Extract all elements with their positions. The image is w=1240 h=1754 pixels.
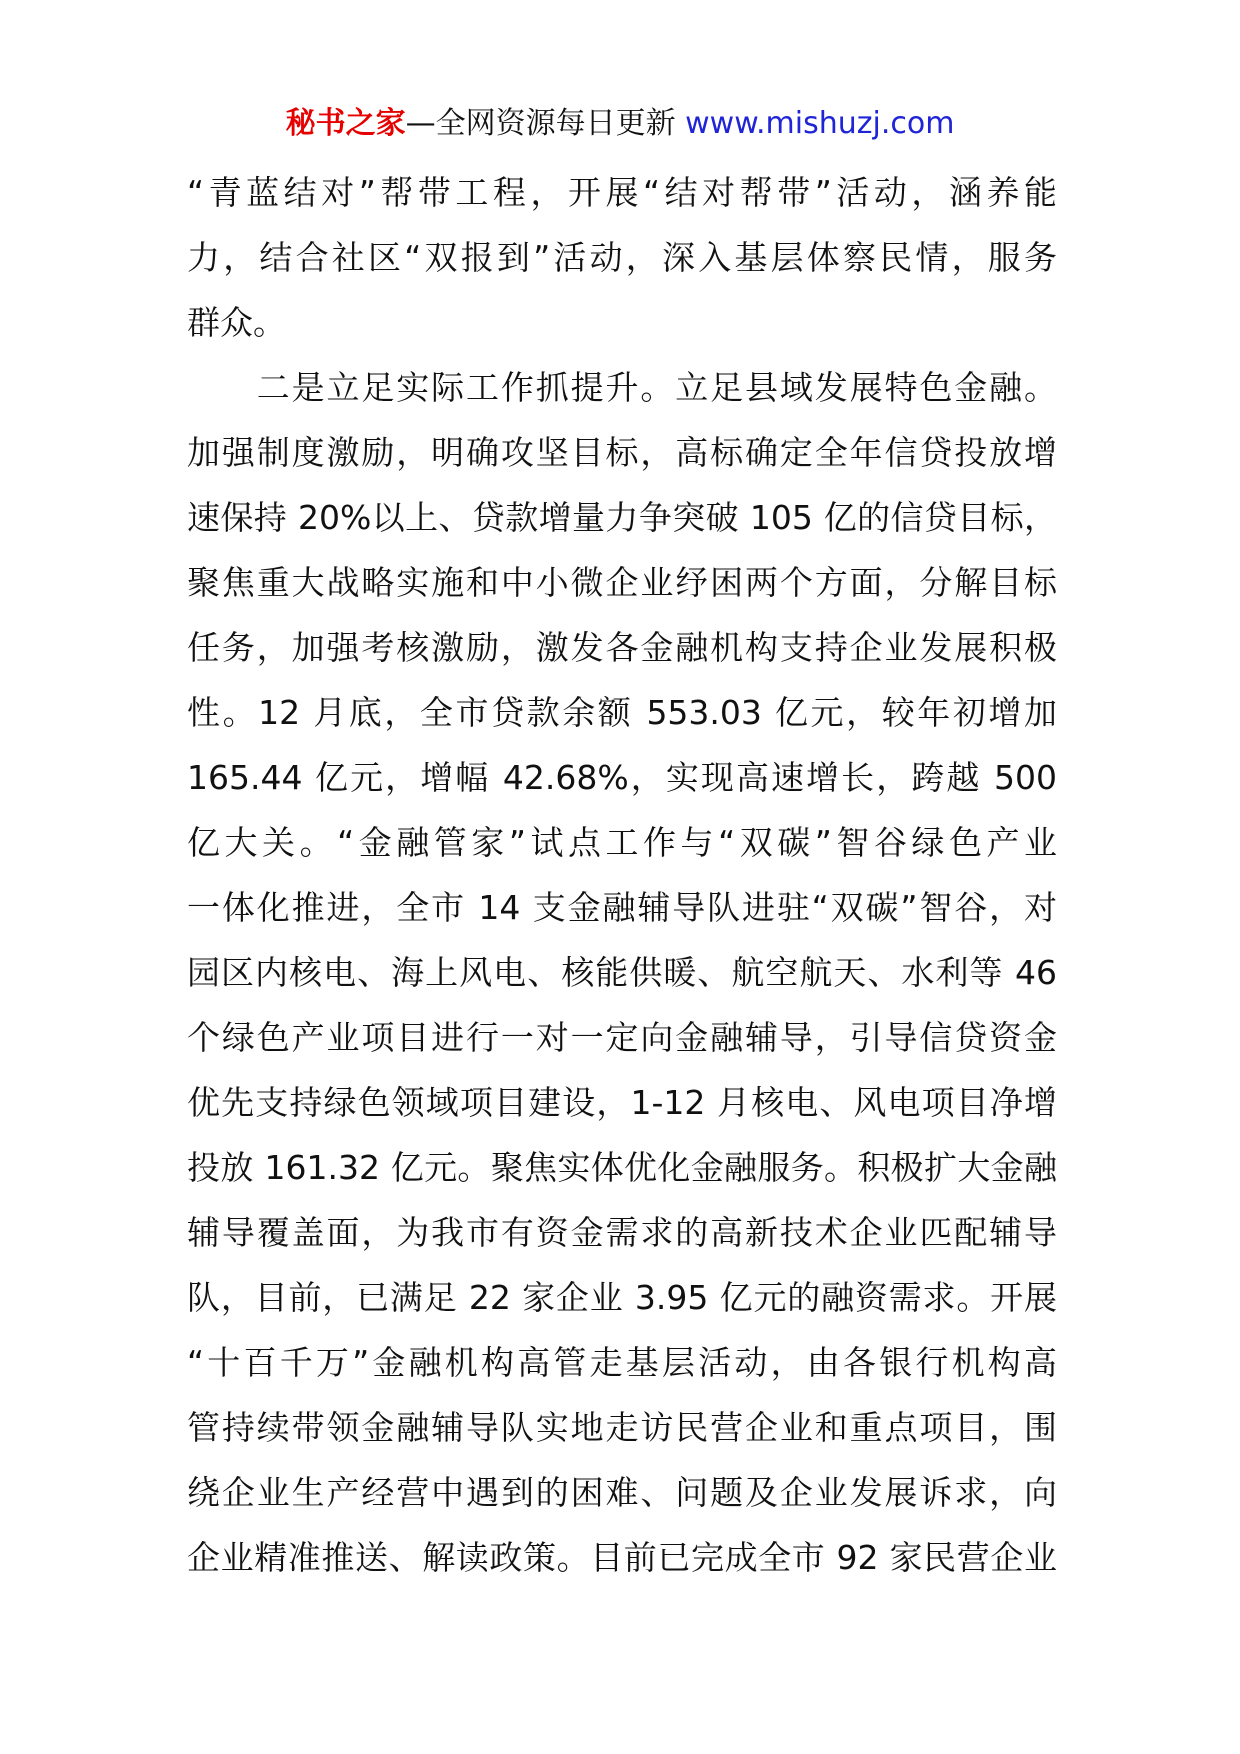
text-line: “青蓝结对”帮带工程，开展“结对帮带”活动，涵养能 xyxy=(187,173,1057,212)
header-tagline: —全网资源每日更新 xyxy=(405,106,676,141)
site-header xyxy=(0,100,1240,148)
text-line: 一体化推进，全市 14 支金融辅导队进驻“双碳”智谷，对 xyxy=(187,888,1057,927)
text-line: 群众。 xyxy=(187,303,286,342)
text-line: 绕企业生产经营中遇到的困难、问题及企业发展诉求，向 xyxy=(187,1473,1057,1512)
text-line: 队，目前，已满足 22 家企业 3.95 亿元的融资需求。开展 xyxy=(187,1278,1057,1317)
text-line: 辅导覆盖面，为我市有资金需求的高新技术企业匹配辅导 xyxy=(187,1213,1057,1252)
text-line: 力，结合社区“双报到”活动，深入基层体察民情，服务 xyxy=(187,238,1057,277)
brand-name: 秘书之家 xyxy=(285,106,406,141)
text-line: 任务，加强考核激励，激发各金融机构支持企业发展积极 xyxy=(187,628,1057,667)
text-line: 165.44 亿元，增幅 42.68%，实现高速增长，跨越 500 xyxy=(187,758,1057,797)
text-line: 投放 161.32 亿元。聚焦实体优化金融服务。积极扩大金融 xyxy=(187,1148,1057,1187)
text-line: 性。12 月底，全市贷款余额 553.03 亿元，较年初增加 xyxy=(187,693,1057,732)
text-line: 二是立足实际工作抓提升。立足县域发展特色金融。 xyxy=(187,368,1057,407)
text-line: 园区内核电、海上风电、核能供暖、航空航天、水利等 46 xyxy=(187,953,1057,992)
site-url[interactable]: www.mishuzj.com xyxy=(685,106,955,141)
document-body xyxy=(187,160,1057,1590)
text-line: 加强制度激励，明确攻坚目标，高标确定全年信贷投放增 xyxy=(187,433,1057,472)
text-line: 亿大关。“金融管家”试点工作与“双碳”智谷绿色产业 xyxy=(187,823,1057,862)
text-line: 聚焦重大战略实施和中小微企业纾困两个方面，分解目标 xyxy=(187,563,1057,602)
text-line: 管持续带领金融辅导队实地走访民营企业和重点项目，围 xyxy=(187,1408,1057,1447)
text-line: 优先支持绿色领域项目建设，1-12 月核电、风电项目净增 xyxy=(187,1083,1057,1122)
text-line: “十百千万”金融机构高管走基层活动，由各银行机构高 xyxy=(187,1343,1057,1382)
text-line: 个绿色产业项目进行一对一定向金融辅导，引导信贷资金 xyxy=(187,1018,1057,1057)
text-line: 速保持 20%以上、贷款增量力争突破 105 亿的信贷目标， xyxy=(187,498,1057,537)
text-line: 企业精准推送、解读政策。目前已完成全市 92 家民营企业 xyxy=(187,1538,1057,1577)
